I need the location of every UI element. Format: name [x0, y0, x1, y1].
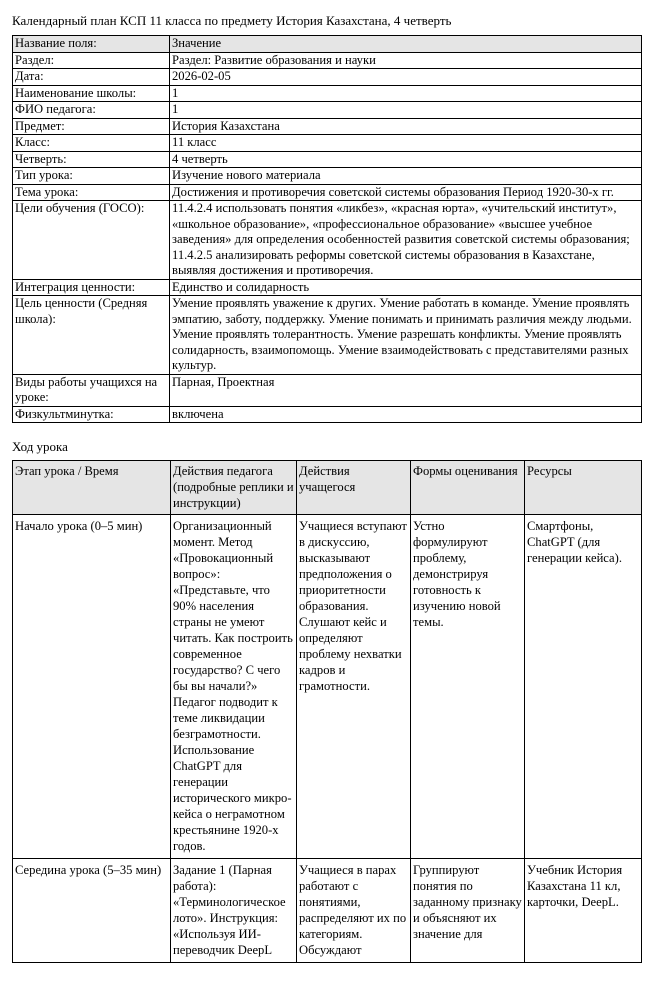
table-row-learning-goals [13, 201, 642, 280]
header-teacher-actions: Действия педагога (подробные реплики и инструкции) [171, 461, 297, 515]
table-row-value-integration [13, 279, 642, 296]
table-row-lesson-type [13, 168, 642, 185]
header-student-actions: Действия учащегося [297, 461, 411, 515]
field-label: Наименование школы: [13, 85, 170, 102]
field-label: Класс: [13, 135, 170, 152]
student-actions-cell: Учащиеся в парах работают с понятиями, распределяют их по категориям. Обсуждают [297, 859, 411, 963]
teacher-actions-cell: Задание 1 (Парная работа): «Терминологическое лото». Инструкция: «Используя ИИ-переводчик DeepL [171, 859, 297, 963]
header-stage: Этап урока / Время [13, 461, 171, 515]
resources-cell: Смартфоны, ChatGPT (для генерации кейса). [525, 515, 642, 859]
lesson-flow-table [12, 460, 642, 963]
field-label: Цель ценности (Средняя школа): [13, 296, 170, 375]
field-value: Раздел: Развитие образования и науки [170, 52, 642, 69]
lesson-info-table [12, 35, 642, 423]
table-row-work-types [13, 374, 642, 406]
field-label: Интеграция ценности: [13, 279, 170, 296]
document-title: Календарный план КСП 11 класса по предмету История Казахстана, 4 четверть [12, 13, 452, 28]
table-row-exercise-break [13, 406, 642, 423]
field-label: Тема урока: [13, 184, 170, 201]
table-row-subject [13, 118, 642, 135]
student-actions-cell: Учащиеся вступают в дискуссию, высказывают предположения о приоритетности образования. Слушают кейс и определяют проблему нехватки кадров и грамотности. [297, 515, 411, 859]
field-value: 1 [170, 85, 642, 102]
table-row-lesson-middle [13, 859, 642, 963]
field-label: Тип урока: [13, 168, 170, 185]
resources-cell: Учебник История Казахстана 11 кл, карточки, DeepL. [525, 859, 642, 963]
table-row-teacher [13, 102, 642, 119]
field-value: Единство и солидарность [170, 279, 642, 296]
header-field-cell: Название поля: [13, 36, 170, 53]
table-row-date [13, 69, 642, 86]
table-row-lesson-start [13, 515, 642, 859]
header-value-cell: Значение [170, 36, 642, 53]
field-value: 11 класс [170, 135, 642, 152]
field-value: включена [170, 406, 642, 423]
lesson-flow-heading: Ход урока [12, 439, 68, 454]
field-label: Четверть: [13, 151, 170, 168]
table-row-school [13, 85, 642, 102]
stage-cell: Начало урока (0–5 мин) [13, 515, 171, 859]
assessment-cell: Устно формулируют проблему, демонстрируя готовность к изучению новой темы. [411, 515, 525, 859]
table-row-value-goal [13, 296, 642, 375]
field-value: Достижения и противоречия советской системы образования Период 1920-30-х гг. [170, 184, 642, 201]
table-row-section [13, 52, 642, 69]
assessment-cell: Группируют понятия по заданному признаку и объясняют их значение для [411, 859, 525, 963]
field-value: 4 четверть [170, 151, 642, 168]
field-label: Виды работы учащихся на уроке: [13, 374, 170, 406]
field-value: Парная, Проектная [170, 374, 642, 406]
field-value: 2026-02-05 [170, 69, 642, 86]
table-row-lesson-topic [13, 184, 642, 201]
field-label: Раздел: [13, 52, 170, 69]
field-label: Предмет: [13, 118, 170, 135]
table-header-row [13, 36, 642, 53]
field-value: Изучение нового материала [170, 168, 642, 185]
table-header-row [13, 461, 642, 515]
field-label: ФИО педагога: [13, 102, 170, 119]
field-value: История Казахстана [170, 118, 642, 135]
field-label: Дата: [13, 69, 170, 86]
teacher-actions-cell: Организационный момент. Метод «Провокационный вопрос»: «Представьте, что 90% населения страны не умеют читать. Как построить современное государство? С чего бы вы начали?» Педагог подводит к теме ликвидации безграмотности. Использование ChatGPT для генерации исторического микро-кейса о неграмотном крестьянине 1920-х годов. [171, 515, 297, 859]
header-resources: Ресурсы [525, 461, 642, 515]
table-row-grade [13, 135, 642, 152]
field-value: 11.4.2.4 использовать понятия «ликбез», «красная юрта», «учительский институт», «школьное образование», «профессиональное образование» «высшее учебное заведения» для определения особенностей развития советской системы образования; 11.4.2.5 анализировать реформы советской системы образования в Казахстане, выявляя достижения и противоречия. [170, 201, 642, 280]
stage-cell: Середина урока (5–35 мин) [13, 859, 171, 963]
field-value: 1 [170, 102, 642, 119]
table-row-quarter [13, 151, 642, 168]
field-value: Умение проявлять уважение к других. Умение работать в команде. Умение проявлять эмпатию, заботу, поддержку. Умение понимать и принимать различия между людьми. Умение проявлять толерантность. Умение разрешать конфликты. Умение проявлять солидарность, взаимопомощь. Умение взаимодействовать с представителями разных культур. [170, 296, 642, 375]
field-label: Цели обучения (ГОСО): [13, 201, 170, 280]
header-assessment: Формы оценивания [411, 461, 525, 515]
field-label: Физкультминутка: [13, 406, 170, 423]
